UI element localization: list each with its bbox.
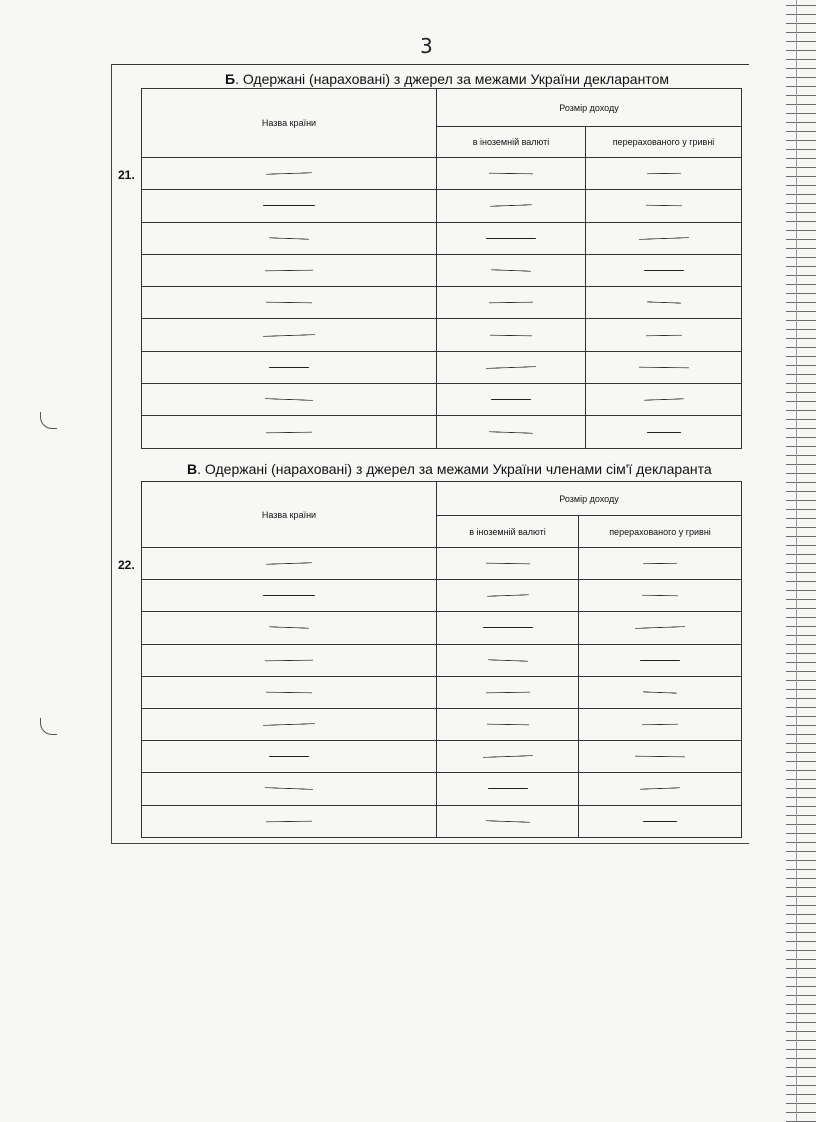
handwritten-dash	[489, 173, 533, 175]
handwritten-dash	[266, 820, 312, 822]
table-row	[142, 612, 742, 644]
country-cell	[142, 416, 437, 448]
country-cell	[142, 612, 437, 644]
converted-uah-cell	[579, 805, 742, 837]
foreign-currency-cell	[437, 158, 586, 190]
foreign-currency-cell	[437, 319, 586, 351]
binder-hole-icon	[40, 718, 57, 735]
perforated-edge	[786, 0, 816, 1122]
country-cell	[142, 319, 437, 351]
handwritten-dash	[646, 173, 680, 175]
frame-bottom-border	[111, 843, 749, 844]
handwritten-dash	[488, 788, 528, 789]
converted-uah-cell	[586, 254, 742, 286]
table-row	[142, 805, 742, 837]
income-size-header: Розмір доходу	[437, 89, 742, 127]
handwritten-dash	[265, 788, 313, 791]
foreign-currency-cell	[437, 222, 586, 254]
table-row	[142, 222, 742, 254]
handwritten-dash	[490, 334, 532, 336]
converted-uah-cell	[579, 741, 742, 773]
table-row	[142, 416, 742, 448]
handwritten-dash	[643, 399, 683, 401]
handwritten-dash	[486, 724, 528, 726]
handwritten-dash	[642, 724, 678, 726]
country-cell	[142, 805, 437, 837]
converted-uah-cell	[586, 416, 742, 448]
converted-uah-cell	[579, 644, 742, 676]
country-cell	[142, 644, 437, 676]
handwritten-dash	[265, 659, 313, 661]
converted-uah-cell	[579, 612, 742, 644]
section-v-letter: В	[187, 461, 198, 477]
handwritten-dash	[486, 366, 536, 369]
country-cell	[142, 741, 437, 773]
section-b-title	[225, 71, 669, 87]
perforation-line	[796, 0, 797, 1122]
section-b-letter: Б	[225, 71, 236, 87]
table-row	[142, 741, 742, 773]
handwritten-dash	[483, 627, 533, 628]
foreign-currency-cell	[437, 644, 579, 676]
handwritten-dash	[482, 755, 532, 758]
country-cell	[142, 708, 437, 740]
table-row	[142, 254, 742, 286]
section-v-title-text: . Одержані (нараховані) з джерел за межами України членами сім'ї декларанта	[197, 461, 712, 477]
handwritten-dash	[645, 334, 681, 336]
country-header: Назва країни	[142, 89, 437, 158]
handwritten-dash	[266, 172, 312, 175]
handwritten-dash	[489, 302, 533, 304]
converted-uah-cell	[586, 384, 742, 416]
foreign-currency-cell	[437, 708, 579, 740]
foreign-income-family-table	[141, 481, 742, 838]
table-row	[142, 384, 742, 416]
handwritten-dash	[269, 237, 309, 239]
foreign-currency-cell	[437, 741, 579, 773]
foreign-currency-cell	[437, 190, 586, 222]
handwritten-dash	[269, 367, 309, 368]
country-cell	[142, 580, 437, 612]
handwritten-dash	[265, 270, 313, 272]
foreign-currency-cell	[437, 805, 579, 837]
handwritten-dash	[644, 270, 684, 271]
foreign-currency-cell	[437, 351, 586, 383]
converted-uah-cell	[579, 773, 742, 805]
row-number-22: 22.	[118, 558, 135, 572]
handwritten-dash	[263, 723, 315, 726]
country-cell	[142, 158, 437, 190]
country-cell	[142, 773, 437, 805]
converted-uah-cell	[579, 548, 742, 580]
foreign-currency-cell	[437, 612, 579, 644]
table-row	[142, 287, 742, 319]
converted-uah-cell	[586, 222, 742, 254]
converted-uah-cell	[586, 158, 742, 190]
converted-uah-header: перерахованого у гривні	[579, 516, 742, 548]
foreign-currency-cell	[437, 287, 586, 319]
handwritten-dash	[266, 562, 312, 565]
income-size-header: Розмір доходу	[437, 482, 742, 516]
handwritten-dash	[489, 431, 533, 434]
handwritten-dash	[491, 399, 531, 400]
foreign-currency-cell	[437, 773, 579, 805]
handwritten-dash	[266, 431, 312, 433]
handwritten-dash	[269, 756, 309, 757]
table-row	[142, 548, 742, 580]
foreign-currency-header: в іноземній валюті	[437, 516, 579, 548]
handwritten-dash	[638, 366, 688, 368]
converted-uah-cell	[579, 708, 742, 740]
handwritten-dash	[263, 205, 315, 206]
converted-uah-cell	[579, 676, 742, 708]
handwritten-dash	[266, 691, 312, 693]
page-number: 3	[420, 34, 433, 58]
handwritten-dash	[485, 820, 529, 823]
row-number-21: 21.	[118, 168, 135, 182]
handwritten-dash	[647, 432, 681, 433]
handwritten-dash	[645, 205, 681, 207]
top-rule	[112, 64, 749, 65]
country-cell	[142, 548, 437, 580]
country-cell	[142, 222, 437, 254]
converted-uah-cell	[586, 351, 742, 383]
handwritten-dash	[491, 269, 531, 271]
table-row	[142, 773, 742, 805]
handwritten-dash	[490, 205, 532, 207]
handwritten-dash	[640, 788, 680, 790]
foreign-currency-cell	[437, 416, 586, 448]
handwritten-dash	[269, 627, 309, 629]
table-row	[142, 580, 742, 612]
country-cell	[142, 254, 437, 286]
handwritten-dash	[263, 595, 315, 596]
converted-uah-cell	[586, 319, 742, 351]
foreign-income-declarant-table	[141, 88, 742, 449]
handwritten-dash	[646, 302, 680, 304]
foreign-currency-cell	[437, 676, 579, 708]
handwritten-dash	[486, 595, 528, 597]
converted-uah-header: перерахованого у гривні	[586, 127, 742, 158]
country-cell	[142, 351, 437, 383]
converted-uah-cell	[579, 580, 742, 612]
section-v-title	[187, 461, 712, 477]
handwritten-dash	[266, 302, 312, 304]
handwritten-dash	[635, 627, 685, 630]
handwritten-dash	[486, 238, 536, 239]
country-header: Назва країни	[142, 482, 437, 548]
table-row	[142, 190, 742, 222]
handwritten-dash	[485, 691, 529, 693]
handwritten-dash	[640, 660, 680, 661]
country-cell	[142, 287, 437, 319]
table-row	[142, 644, 742, 676]
handwritten-dash	[643, 821, 677, 822]
section-b-title-text: . Одержані (нараховані) з джерел за межами України декларантом	[235, 71, 669, 87]
table-row	[142, 708, 742, 740]
table-row	[142, 319, 742, 351]
country-cell	[142, 384, 437, 416]
frame-left-border	[111, 64, 112, 844]
country-cell	[142, 190, 437, 222]
handwritten-dash	[642, 595, 678, 597]
handwritten-dash	[635, 756, 685, 758]
table-row	[142, 158, 742, 190]
foreign-currency-header: в іноземній валюті	[437, 127, 586, 158]
converted-uah-cell	[586, 190, 742, 222]
converted-uah-cell	[586, 287, 742, 319]
foreign-currency-cell	[437, 384, 586, 416]
handwritten-dash	[643, 563, 677, 565]
handwritten-dash	[487, 659, 527, 661]
table-row	[142, 676, 742, 708]
handwritten-dash	[263, 334, 315, 337]
foreign-currency-cell	[437, 548, 579, 580]
handwritten-dash	[485, 563, 529, 565]
country-cell	[142, 676, 437, 708]
table-row	[142, 351, 742, 383]
foreign-currency-cell	[437, 580, 579, 612]
handwritten-dash	[265, 398, 313, 401]
handwritten-dash	[643, 691, 677, 693]
binder-hole-icon	[40, 412, 57, 429]
handwritten-dash	[638, 237, 688, 240]
foreign-currency-cell	[437, 254, 586, 286]
